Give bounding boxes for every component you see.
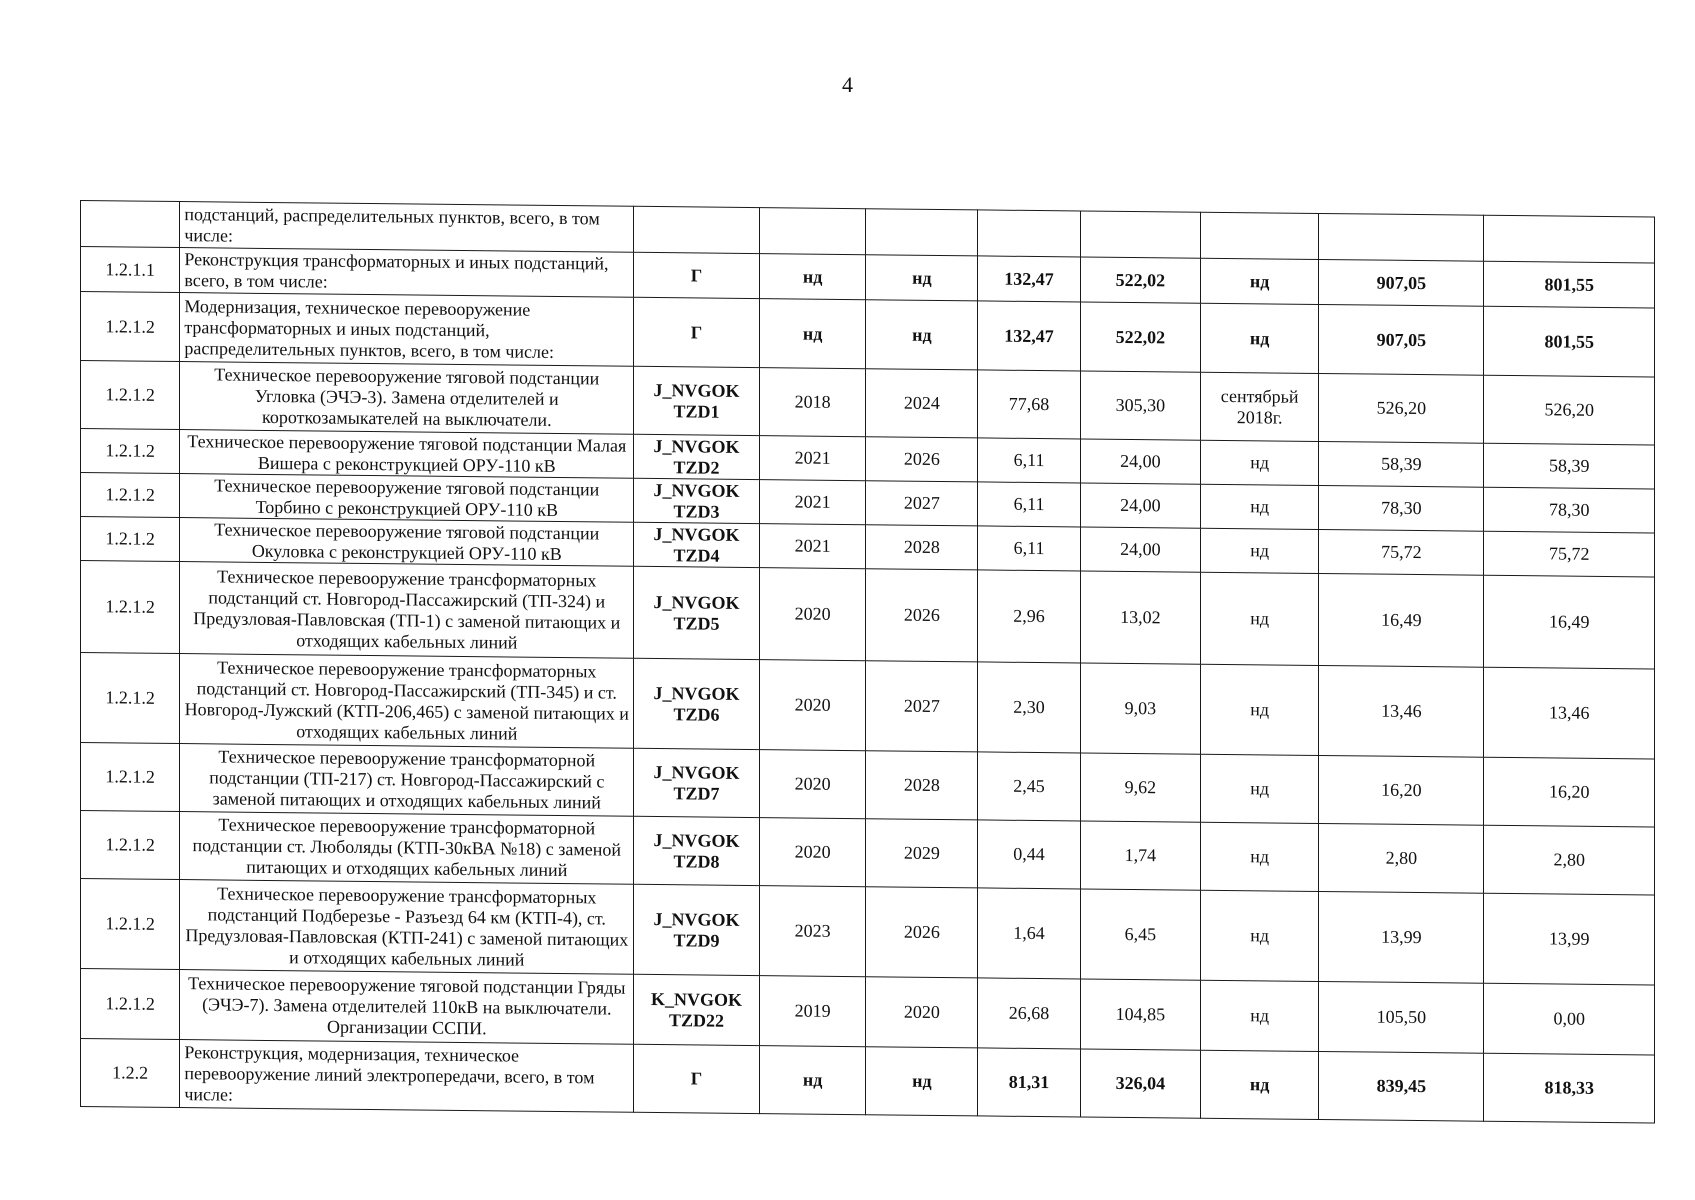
year-end: 2027 bbox=[866, 661, 978, 752]
year-start: 2021 bbox=[759, 480, 866, 525]
project-name: Техническое перевооружение трансформаторных подстанций ст. Новгород-Пассажирский (ТП-345) и ст. Новгород-Лужский (КТП-206,465) с заменой питающих и отходящих кабельных линий bbox=[180, 654, 634, 749]
year-end: 2029 bbox=[866, 819, 978, 888]
row-number: 1.2.1.2 bbox=[81, 879, 180, 970]
year-start: 2020 bbox=[759, 750, 866, 819]
date-cell bbox=[1201, 212, 1319, 259]
row-number: 1.2.1.2 bbox=[81, 969, 180, 1040]
year-end: нд bbox=[866, 300, 978, 370]
value-1: 26,68 bbox=[978, 978, 1080, 1049]
value-3: 13,46 bbox=[1319, 665, 1484, 757]
value-1: 6,11 bbox=[978, 526, 1080, 571]
project-name: Модернизация, техническое перевооружение трансформаторных и иных подстанций, распределительных пунктов, всего, в том числе: bbox=[180, 293, 634, 367]
project-name: подстанций, распределительных пунктов, всего, в том числе: bbox=[180, 202, 634, 253]
table-row bbox=[81, 653, 1655, 759]
value-3: 2,80 bbox=[1319, 823, 1484, 893]
value-2: 6,45 bbox=[1080, 889, 1200, 980]
value-4: 58,39 bbox=[1484, 443, 1655, 489]
value-2: 13,02 bbox=[1080, 571, 1200, 664]
row-number: 1.2.1.2 bbox=[81, 811, 180, 880]
row-number: 1.2.1.2 bbox=[81, 743, 180, 812]
project-name: Техническое перевооружение трансформаторной подстанции (ТП-217) ст. Новгород-Пассажирский с заменой питающих и отходящих кабельных линий bbox=[180, 744, 634, 817]
row-number: 1.2.1.2 bbox=[81, 653, 180, 744]
date-cell: нд bbox=[1201, 664, 1319, 755]
date-cell: нд bbox=[1201, 980, 1319, 1051]
project-code bbox=[634, 206, 760, 253]
year-end: 2024 bbox=[866, 369, 978, 438]
value-1: 2,45 bbox=[978, 752, 1080, 821]
project-code: J_NVGOK TZD3 bbox=[634, 478, 760, 523]
project-name: Техническое перевооружение тяговой подстанции Торбино с реконструкцией ОРУ-110 кВ bbox=[180, 474, 634, 523]
year-end: нд bbox=[866, 255, 978, 301]
project-name: Реконструкция трансформаторных и иных подстанций, всего, в том числе: bbox=[180, 248, 634, 298]
year-end: 2026 bbox=[866, 569, 978, 662]
project-code: Г bbox=[634, 1044, 760, 1113]
project-code: J_NVGOK TZD2 bbox=[634, 434, 760, 479]
value-4: 2,80 bbox=[1484, 825, 1655, 895]
value-3: 75,72 bbox=[1319, 529, 1484, 575]
value-4: 75,72 bbox=[1484, 531, 1655, 577]
value-1 bbox=[978, 210, 1080, 257]
project-name: Техническое перевооружение трансформаторных подстанций ст. Новгород-Пассажирский (ТП-324) и Предузловая-Павловская (ТП-1) с заменой питающих и отходящих кабельных линий bbox=[180, 562, 634, 659]
value-3: 839,45 bbox=[1319, 1051, 1484, 1121]
investment-table bbox=[80, 200, 1655, 1123]
row-number: 1.2.1.2 bbox=[81, 517, 180, 562]
value-3: 526,20 bbox=[1319, 373, 1484, 443]
year-start: 2018 bbox=[759, 368, 866, 437]
value-2: 305,30 bbox=[1080, 371, 1200, 440]
value-3: 16,20 bbox=[1319, 755, 1484, 825]
value-1: 6,11 bbox=[978, 438, 1080, 483]
value-2: 24,00 bbox=[1080, 527, 1200, 572]
project-name: Реконструкция, модернизация, техническое перевооружение линий электропередачи, всего, в том числе: bbox=[180, 1040, 634, 1113]
value-2: 24,00 bbox=[1080, 439, 1200, 484]
row-number: 1.2.1.1 bbox=[81, 247, 180, 293]
project-code: J_NVGOK TZD1 bbox=[634, 366, 760, 435]
value-4: 16,20 bbox=[1484, 757, 1655, 827]
year-end bbox=[866, 209, 978, 256]
date-cell: нд bbox=[1201, 822, 1319, 891]
year-start bbox=[759, 208, 866, 255]
value-3: 105,50 bbox=[1319, 981, 1484, 1053]
row-number: 1.2.1.2 bbox=[81, 473, 180, 518]
value-3: 16,49 bbox=[1319, 573, 1484, 667]
year-end: нд bbox=[866, 1047, 978, 1116]
year-start: 2020 bbox=[759, 660, 866, 751]
value-1: 6,11 bbox=[978, 482, 1080, 527]
year-end: 2027 bbox=[866, 481, 978, 526]
year-start: нд bbox=[759, 254, 866, 300]
project-name: Техническое перевооружение тяговой подстанции Окуловка с реконструкцией ОРУ-110 кВ bbox=[180, 518, 634, 567]
value-4: 818,33 bbox=[1484, 1053, 1655, 1123]
row-number: 1.2.1.2 bbox=[81, 361, 180, 430]
row-number bbox=[81, 201, 180, 248]
value-3: 13,99 bbox=[1319, 891, 1484, 983]
value-3: 907,05 bbox=[1319, 259, 1484, 306]
value-2: 326,04 bbox=[1080, 1049, 1200, 1118]
value-1: 77,68 bbox=[978, 370, 1080, 439]
year-end: 2026 bbox=[866, 887, 978, 978]
date-cell: нд bbox=[1201, 890, 1319, 981]
date-cell: нд bbox=[1201, 484, 1319, 529]
project-code: Г bbox=[634, 252, 760, 298]
project-name: Техническое перевооружение тяговой подстанции Малая Вишера с реконструкцией ОРУ-110 кВ bbox=[180, 430, 634, 479]
value-2: 1,74 bbox=[1080, 821, 1200, 890]
year-start: 2021 bbox=[759, 524, 866, 569]
value-1: 0,44 bbox=[978, 820, 1080, 889]
value-4: 13,99 bbox=[1484, 893, 1655, 985]
value-2: 24,00 bbox=[1080, 483, 1200, 528]
value-1: 2,96 bbox=[978, 570, 1080, 663]
value-1: 1,64 bbox=[978, 888, 1080, 979]
page-number: 4 bbox=[842, 72, 853, 97]
row-number: 1.2.2 bbox=[81, 1039, 180, 1108]
date-cell: нд bbox=[1201, 572, 1319, 665]
year-start: 2021 bbox=[759, 436, 866, 481]
date-cell: нд bbox=[1201, 528, 1319, 573]
value-3: 907,05 bbox=[1319, 304, 1484, 375]
project-name: Техническое перевооружение трансформаторной подстанции ст. Люболяды (КТП-30кВА №18) с заменой питающих и отходящих кабельных линий bbox=[180, 812, 634, 885]
year-start: 2023 bbox=[759, 886, 866, 977]
value-4: 13,46 bbox=[1484, 667, 1655, 759]
value-4: 78,30 bbox=[1484, 487, 1655, 533]
date-cell: нд bbox=[1201, 258, 1319, 304]
value-2: 104,85 bbox=[1080, 979, 1200, 1050]
project-code: K_NVGOK TZD22 bbox=[634, 974, 760, 1045]
value-3: 78,30 bbox=[1319, 485, 1484, 531]
project-code: J_NVGOK TZD5 bbox=[634, 566, 760, 659]
date-cell: нд bbox=[1201, 303, 1319, 373]
year-end: 2020 bbox=[866, 977, 978, 1048]
value-2 bbox=[1080, 211, 1200, 258]
year-start: нд bbox=[759, 299, 866, 369]
date-cell: сентябрьй 2018г. bbox=[1201, 372, 1319, 441]
value-4: 526,20 bbox=[1484, 375, 1655, 445]
value-1: 132,47 bbox=[978, 256, 1080, 302]
value-4: 801,55 bbox=[1484, 306, 1655, 377]
date-cell: нд bbox=[1201, 754, 1319, 823]
value-2: 9,62 bbox=[1080, 753, 1200, 822]
value-2: 9,03 bbox=[1080, 663, 1200, 754]
year-start: 2020 bbox=[759, 568, 866, 661]
date-cell: нд bbox=[1201, 440, 1319, 485]
project-code: J_NVGOK TZD6 bbox=[634, 658, 760, 749]
value-2: 522,02 bbox=[1080, 257, 1200, 303]
year-start: 2020 bbox=[759, 818, 866, 887]
value-1: 132,47 bbox=[978, 301, 1080, 371]
project-name: Техническое перевооружение трансформаторных подстанций Подберезье - Разъезд 64 км (КТП-4), ст. Предузловая-Павловская (КТП-241) с заменой питающих и отходящих кабельных линий bbox=[180, 880, 634, 975]
project-code: Г bbox=[634, 297, 760, 367]
project-code: J_NVGOK TZD4 bbox=[634, 522, 760, 567]
row-number: 1.2.1.2 bbox=[81, 429, 180, 474]
table-row bbox=[81, 561, 1655, 669]
year-end: 2026 bbox=[866, 437, 978, 482]
row-number: 1.2.1.2 bbox=[81, 292, 180, 362]
value-4 bbox=[1484, 215, 1655, 263]
table-row bbox=[81, 879, 1655, 985]
row-number: 1.2.1.2 bbox=[81, 561, 180, 654]
value-1: 2,30 bbox=[978, 662, 1080, 753]
value-4: 801,55 bbox=[1484, 261, 1655, 308]
year-end: 2028 bbox=[866, 751, 978, 820]
project-code: J_NVGOK TZD7 bbox=[634, 748, 760, 817]
year-start: нд bbox=[759, 1046, 866, 1115]
project-name: Техническое перевооружение тяговой подстанции Угловка (ЭЧЭ-3). Замена отделителей и короткозамыкателей на выключатели. bbox=[180, 362, 634, 435]
project-code: J_NVGOK TZD9 bbox=[634, 884, 760, 975]
value-2: 522,02 bbox=[1080, 302, 1200, 372]
value-1: 81,31 bbox=[978, 1048, 1080, 1117]
value-3: 58,39 bbox=[1319, 441, 1484, 487]
value-3 bbox=[1319, 213, 1484, 261]
value-4: 16,49 bbox=[1484, 575, 1655, 669]
value-4: 0,00 bbox=[1484, 983, 1655, 1055]
project-name: Техническое перевооружение тяговой подстанции Гряды (ЭЧЭ-7). Замена отделителей 110кВ на выключатели. Организации ССПИ. bbox=[180, 970, 634, 1045]
date-cell: нд bbox=[1201, 1050, 1319, 1119]
project-code: J_NVGOK TZD8 bbox=[634, 816, 760, 885]
year-start: 2019 bbox=[759, 976, 866, 1047]
year-end: 2028 bbox=[866, 525, 978, 570]
